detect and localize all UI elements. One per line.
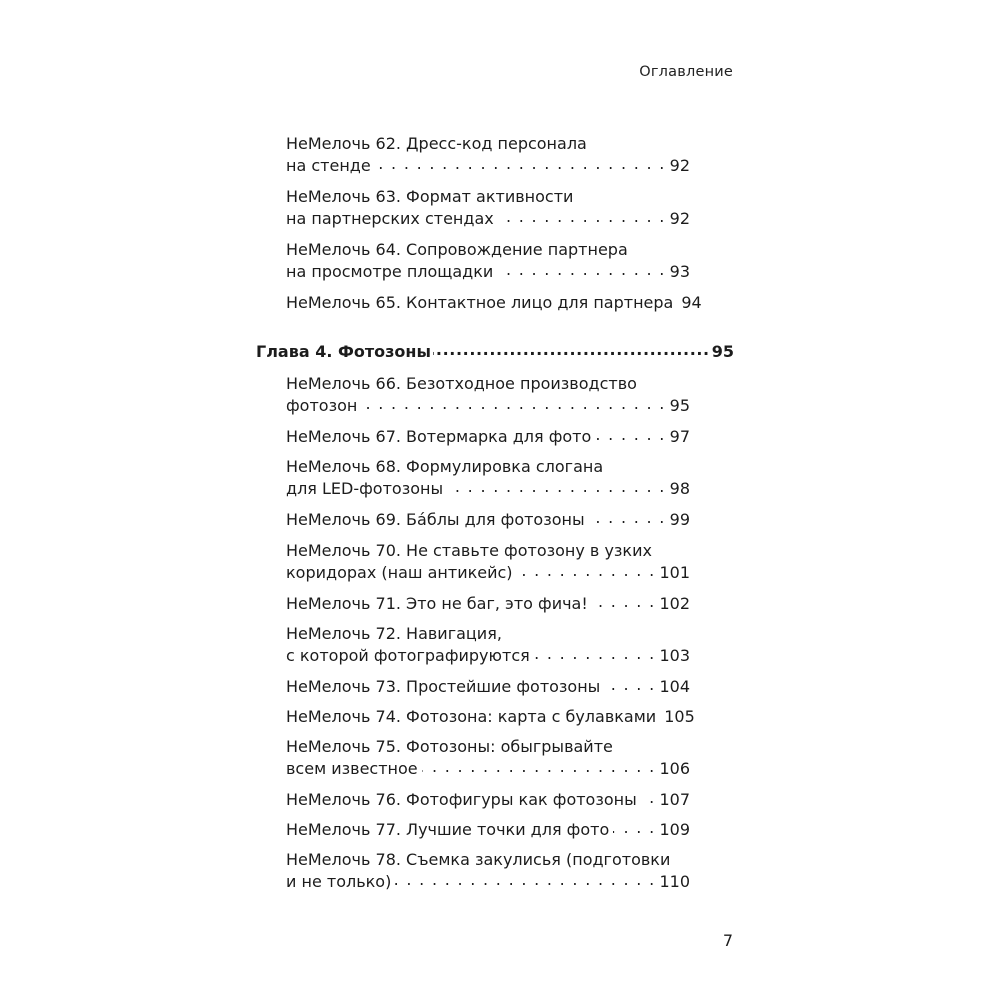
toc-entry-title-line2: на просмотре площадки <box>286 262 494 281</box>
toc-entry-page: 104 <box>659 677 690 696</box>
toc-entry[interactable] <box>286 849 690 893</box>
toc-entry-page: 99 <box>669 510 690 529</box>
toc-entry-title-line2: на стенде <box>286 156 371 175</box>
dot-leader <box>447 480 666 494</box>
toc-entry[interactable] <box>286 789 690 811</box>
toc-entry[interactable] <box>286 292 702 314</box>
chapter-title: Глава 4. Фотозоны <box>256 342 431 361</box>
toc-entry-title: НеМелочь 76. Фотофигуры как фотозоны <box>286 790 637 809</box>
toc-entry-page: 93 <box>669 262 690 281</box>
dot-leader <box>517 564 656 578</box>
toc-entry-title-line2: на партнерских стендах <box>286 209 494 228</box>
toc-entry-title-line1: НеМелочь 66. Безотходное производство <box>286 374 637 393</box>
toc-entry[interactable] <box>286 426 690 448</box>
dot-leader <box>589 511 666 525</box>
toc-entry[interactable] <box>286 676 690 698</box>
page-number: 7 <box>722 931 733 950</box>
dot-leader <box>592 595 656 609</box>
dot-leader <box>613 821 655 835</box>
dot-leader <box>375 157 666 171</box>
toc-entry-title-line2: для LED-фотозоны <box>286 479 444 498</box>
dot-leader <box>595 428 665 442</box>
toc-entry[interactable] <box>286 509 690 531</box>
toc-entry-title-line2: с которой фотографируются <box>286 646 530 665</box>
toc-entry-title-line1: НеМелочь 72. Навигация, <box>286 624 502 643</box>
running-header: Оглавление <box>639 64 733 80</box>
toc-entry-title-line1: НеМелочь 75. Фотозоны: обыгрывайте <box>286 737 613 756</box>
toc-entry[interactable] <box>286 239 690 283</box>
toc-entry-title-line2: фотозон <box>286 396 358 415</box>
toc-entry[interactable] <box>286 540 690 584</box>
toc-entry-title: НеМелочь 73. Простейшие фотозоны <box>286 677 601 696</box>
toc-entry-title-line2: коридорах (наш антикейс) <box>286 563 513 582</box>
toc-entry-page: 92 <box>669 156 690 175</box>
dot-leader <box>422 760 656 774</box>
toc-entry-title-line1: НеМелочь 68. Формулировка слогана <box>286 457 604 476</box>
toc-entry[interactable] <box>286 373 690 417</box>
toc-entry-title-line1: НеМелочь 70. Не ставьте фотозону в узких <box>286 541 652 560</box>
toc-entry-title: НеМелочь 67. Вотермарка для фото <box>286 427 592 446</box>
toc-entry-page: 102 <box>659 594 690 613</box>
toc-entry-title: НеМелочь 65. Контактное лицо для партнера <box>286 293 674 312</box>
toc-entry[interactable] <box>286 623 690 667</box>
toc-entry-page: 92 <box>669 209 690 228</box>
toc-entry[interactable] <box>286 819 690 841</box>
toc-entry-title: НеМелочь 69. Бáблы для фотозоны <box>286 510 585 529</box>
toc-entry-title-line1: НеМелочь 63. Формат активности <box>286 187 574 206</box>
toc-entry-page: 103 <box>659 646 690 665</box>
dot-leader <box>361 397 665 411</box>
toc-entry-page: 94 <box>681 293 702 312</box>
dot-leader <box>604 678 655 692</box>
dot-leader <box>395 873 655 887</box>
dot-leader <box>433 343 710 357</box>
toc-entry-title-line2: и не только) <box>286 872 392 891</box>
toc-entry-page: 110 <box>659 872 690 891</box>
toc-entry-title: НеМелочь 77. Лучшие точки для фото <box>286 820 610 839</box>
toc-entry-page: 109 <box>659 820 690 839</box>
toc-entry[interactable] <box>286 456 690 500</box>
chapter-page: 95 <box>711 342 734 361</box>
toc-entry[interactable] <box>286 186 690 230</box>
toc-entry-title-line1: НеМелочь 64. Сопровождение партнера <box>286 240 628 259</box>
dot-leader <box>498 210 666 224</box>
toc-entry-title-line1: НеМелочь 62. Дресс-код персонала <box>286 134 587 153</box>
toc-entry-page: 101 <box>659 563 690 582</box>
toc-entry[interactable] <box>286 593 690 615</box>
toc-entry-title: НеМелочь 74. Фотозона: карта с булавками <box>286 707 657 726</box>
toc-chapter[interactable] <box>256 341 734 363</box>
toc-entry-title-line1: НеМелочь 78. Съемка закулисья (подготовки <box>286 850 671 869</box>
toc-entry[interactable] <box>286 706 695 728</box>
dot-leader <box>641 791 656 805</box>
toc-entry[interactable] <box>286 133 690 177</box>
toc-entry-page: 107 <box>659 790 690 809</box>
toc-entry-page: 105 <box>664 707 695 726</box>
dot-leader <box>534 647 656 661</box>
toc-entry-page: 97 <box>669 427 690 446</box>
toc-entry-page: 95 <box>669 396 690 415</box>
toc-entry-page: 106 <box>659 759 690 778</box>
toc-entry-title: НеМелочь 71. Это не баг, это фича! <box>286 594 588 613</box>
toc-entry[interactable] <box>286 736 690 780</box>
toc-entry-title-line2: всем известное <box>286 759 418 778</box>
toc-entry-page: 98 <box>669 479 690 498</box>
dot-leader <box>497 263 665 277</box>
